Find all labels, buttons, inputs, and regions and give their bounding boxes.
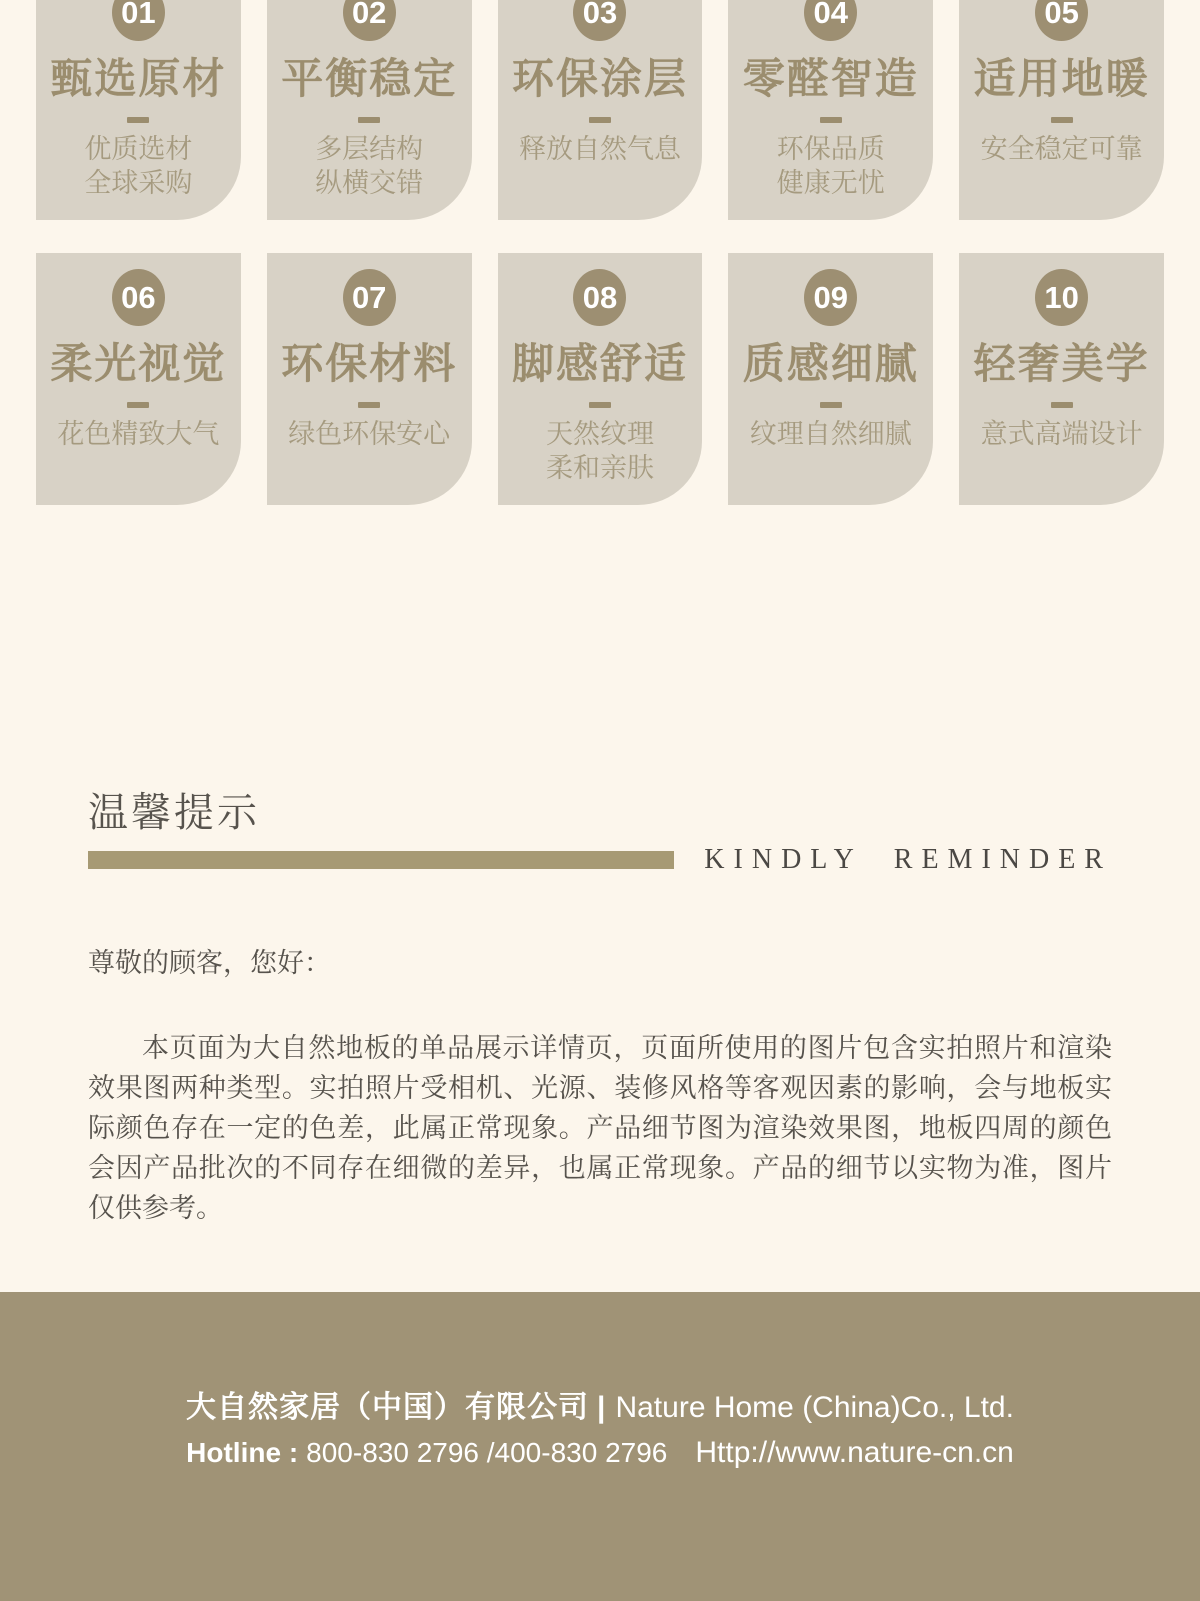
divider-bar — [88, 851, 674, 869]
feature-subtitle: 纹理自然细腻 — [749, 419, 912, 450]
feature-subtitle: 多层结构 纵横交错 — [315, 134, 424, 199]
feature-number-badge — [112, 0, 165, 41]
hotline-numbers: 800-830 2796 /400-830 2796 — [306, 1437, 668, 1468]
hotline-label: Hotline : — [186, 1437, 299, 1468]
feature-card-07 — [267, 253, 472, 505]
feature-subtitle: 环保品质 健康无忧 — [776, 134, 885, 199]
feature-title: 质感细腻 — [742, 340, 919, 387]
divider-dash — [358, 402, 380, 408]
feature-number-badge — [112, 269, 165, 326]
feature-title: 甄选原材 — [50, 55, 227, 102]
greeting-text: 尊敬的顾客，您好： — [88, 948, 331, 978]
feature-number-badge — [1035, 269, 1088, 326]
divider-dash — [589, 117, 611, 123]
feature-card-04 — [728, 0, 933, 220]
feature-number: 05 — [1044, 0, 1079, 30]
feature-card-08 — [498, 253, 703, 505]
feature-subtitle: 天然纹理 柔和亲肤 — [545, 419, 654, 484]
feature-title: 零醛智造 — [742, 55, 919, 102]
feature-number: 09 — [813, 279, 849, 315]
feature-title: 平衡稳定 — [281, 55, 458, 102]
feature-title: 脚感舒适 — [511, 340, 688, 387]
feature-title: 适用地暖 — [973, 55, 1150, 102]
feature-card-10 — [959, 253, 1164, 505]
feature-subtitle: 优质选材 全球采购 — [84, 134, 193, 199]
company-name-en: Nature Home (China)Co., Ltd. — [615, 1391, 1014, 1424]
website-url: Http://www.nature-cn.cn — [695, 1436, 1014, 1469]
feature-number: 07 — [351, 279, 387, 315]
feature-number-badge — [804, 0, 857, 41]
feature-subtitle: 花色精致大气 — [57, 419, 220, 450]
features-grid — [0, 0, 1200, 505]
feature-number-badge — [1035, 0, 1088, 41]
company-name-cn: 大自然家居（中国）有限公司 — [186, 1391, 590, 1424]
feature-number-badge — [573, 0, 626, 41]
footer-company-line — [0, 1389, 1200, 1427]
reminder-heading-cn: 温馨提示 — [88, 791, 260, 835]
feature-title: 环保涂层 — [511, 55, 688, 102]
feature-number: 02 — [351, 0, 387, 30]
feature-title: 柔光视觉 — [50, 340, 227, 387]
divider-dash — [127, 117, 149, 123]
feature-subtitle: 绿色环保安心 — [288, 419, 451, 450]
divider-dash — [358, 117, 380, 123]
divider-dash — [589, 402, 611, 408]
feature-number: 03 — [582, 0, 618, 30]
divider-dash — [820, 402, 842, 408]
feature-card-03 — [498, 0, 703, 220]
feature-number: 10 — [1044, 279, 1079, 315]
reminder-paragraph: 本页面为大自然地板的单品展示详情页，页面所使用的图片包含实拍照片和渲染效果图两种类型。实拍照片受相机、光源、装修风格等客观因素的影响，会与地板实际颜色存在一定的色差，此属正常现象。产品细节图为渲染效果图，地板四周的颜色会因产品批次的不同存在细微的差异，也属正常现象。产品的细节以实物为准，图片仅供参考。 — [88, 1033, 1112, 1223]
reminder-section — [0, 790, 1200, 1228]
feature-card-05 — [959, 0, 1164, 220]
feature-number: 06 — [121, 279, 156, 315]
feature-number: 04 — [813, 0, 849, 30]
divider-dash — [1051, 402, 1073, 408]
divider-dash — [820, 117, 842, 123]
feature-card-06 — [36, 253, 241, 505]
feature-number-badge — [343, 0, 396, 41]
divider-dash — [1051, 117, 1073, 123]
feature-number-badge — [804, 269, 857, 326]
feature-number: 01 — [121, 0, 156, 30]
feature-number-badge — [573, 269, 626, 326]
feature-subtitle: 意式高端设计 — [980, 419, 1143, 450]
feature-number: 08 — [582, 279, 618, 315]
feature-title: 环保材料 — [281, 340, 458, 387]
divider-dash — [127, 402, 149, 408]
feature-title: 轻奢美学 — [973, 340, 1150, 387]
footer-contact-line — [0, 1434, 1200, 1472]
footer — [0, 1292, 1200, 1601]
feature-subtitle: 安全稳定可靠 — [980, 134, 1143, 165]
feature-card-01 — [36, 0, 241, 220]
feature-card-02 — [267, 0, 472, 220]
feature-number-badge — [343, 269, 396, 326]
feature-subtitle: 释放自然气息 — [518, 134, 681, 165]
feature-card-09 — [728, 253, 933, 505]
reminder-heading-en: KINDLY REMINDER — [704, 844, 1112, 875]
separator-bar: | — [597, 1391, 606, 1424]
reminder-heading-row — [88, 844, 1112, 876]
